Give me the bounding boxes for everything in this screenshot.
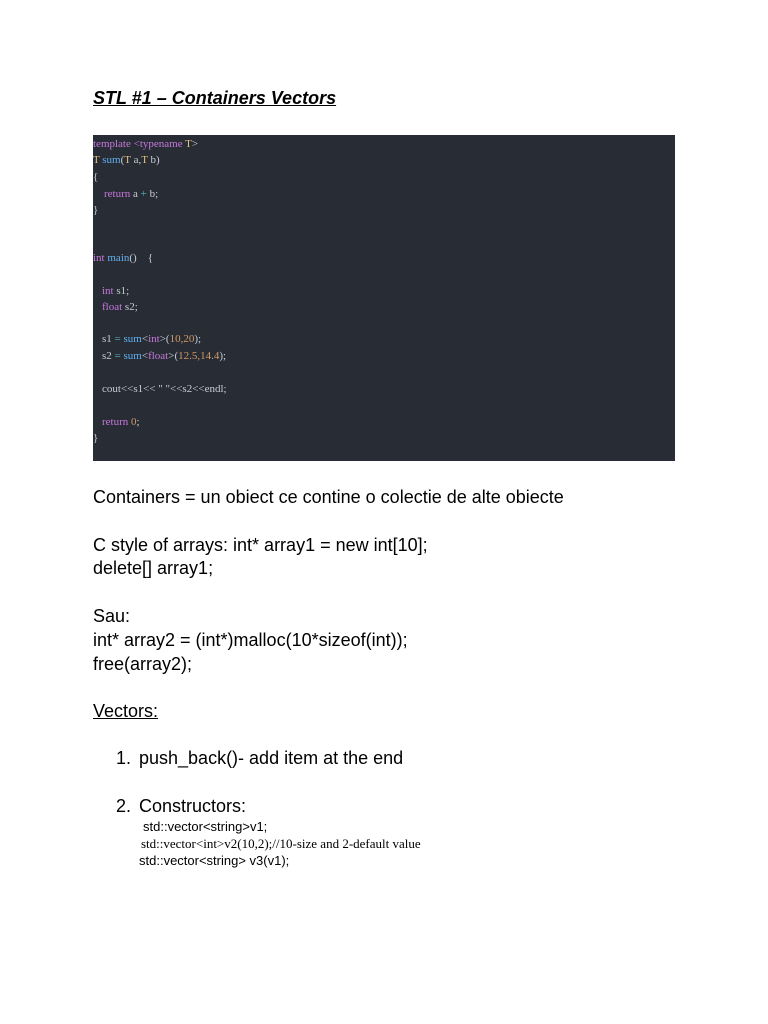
list-item-2-number: 2. (116, 796, 132, 816)
code-block (93, 135, 675, 461)
constructor-line-2: std::vector<int>v2(10,2);//10-size and 2-default value (141, 836, 421, 851)
code-line-11: cout<<s1<< " "<<s2<<endl; (102, 383, 227, 395)
code-line-5: } (93, 204, 99, 216)
constructor-line-3: std::vector<string> v3(v1); (139, 853, 290, 868)
code-line-1: template <typename T> (93, 138, 199, 150)
c-style-arrays-line: C style of arrays: int* array1 = new int[10]; (93, 535, 428, 555)
code-line-8: float s2; (102, 301, 138, 313)
code-line-9: s1 = sum<int>(10,20); (102, 333, 202, 345)
list-item-1-number: 1. (116, 748, 132, 768)
list-item-1-text: push_back()- add item at the end (139, 748, 404, 768)
free-line: free(array2); (93, 654, 193, 674)
code-line-13: } (93, 432, 99, 444)
code-line-12: return 0; (102, 416, 140, 428)
sau-line: Sau: (93, 606, 131, 626)
constructor-line-1: std::vector<string>v1; (143, 819, 268, 834)
code-line-4: return a + b; (104, 188, 159, 200)
code-line-6: int main() { (93, 252, 153, 264)
vectors-heading: Vectors: (93, 701, 159, 721)
code-line-10: s2 = sum<float>(12.5,14.4); (102, 350, 227, 362)
code-line-2: T sum(T a,T b) (93, 154, 160, 166)
list-item-2-text: Constructors: (139, 796, 247, 816)
containers-definition: Containers = un obiect ce contine o colectie de alte obiecte (93, 487, 564, 507)
delete-line: delete[] array1; (93, 558, 214, 578)
page-title: STL #1 – Containers Vectors (93, 88, 337, 108)
code-line-3: { (93, 171, 99, 183)
code-line-7: int s1; (102, 285, 130, 297)
malloc-line: int* array2 = (int*)malloc(10*sizeof(int)); (93, 630, 408, 650)
